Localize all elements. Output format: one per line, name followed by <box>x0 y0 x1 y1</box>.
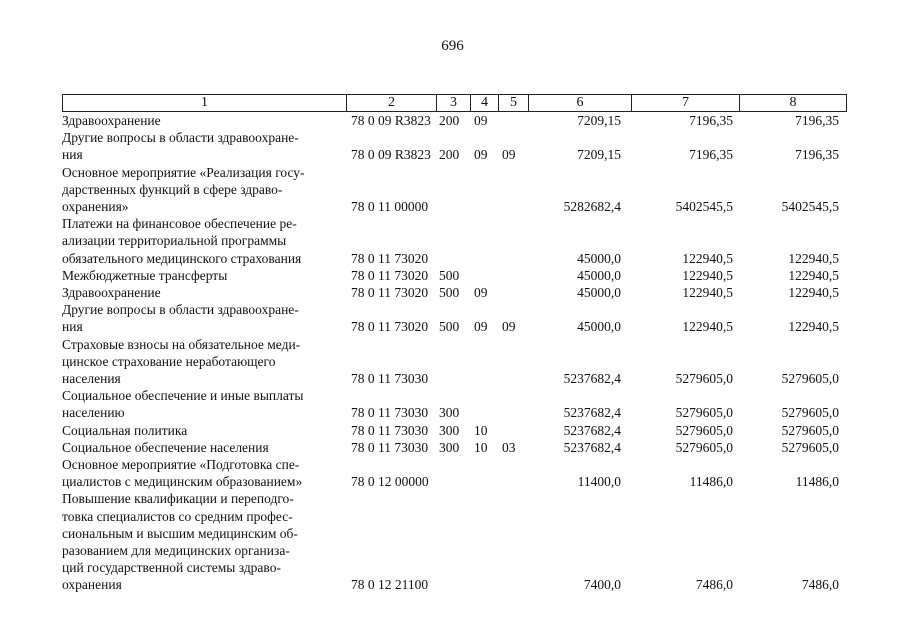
row-expense-type: 500 <box>439 267 460 283</box>
row-section: 09 <box>474 285 488 301</box>
row-expense-type: 500 <box>439 319 460 335</box>
row-csr-code: 78 0 09 R3823 <box>351 113 431 128</box>
row-name-line: ния <box>62 319 83 335</box>
table-row <box>62 422 845 439</box>
row-csr-code: 78 0 11 00000 <box>351 199 429 215</box>
row-name-line: товка специалистов со средним профес- <box>62 508 293 524</box>
row-name <box>62 112 346 129</box>
row-csr-code: 78 0 11 73030 <box>351 405 429 421</box>
header-col-5: 5 <box>499 95 529 111</box>
row-value-col8: 5279605,0 <box>781 405 839 421</box>
row-csr-code: 78 0 12 21100 <box>351 577 429 593</box>
row-name <box>62 284 346 301</box>
row-value-col7: 5279605,0 <box>675 422 733 438</box>
row-value-col7: 5279605,0 <box>675 405 733 421</box>
row-name <box>62 336 346 388</box>
row-name-line: Другие вопросы в области здравоохране- <box>62 302 299 318</box>
row-value-col7: 122940,5 <box>682 285 733 301</box>
row-value-col8: 5402545,5 <box>781 199 839 215</box>
row-value-col7: 7196,35 <box>689 147 733 163</box>
row-name <box>62 490 346 593</box>
row-name-line: Основное мероприятие «Реализация госу- <box>62 164 305 180</box>
header-col-1: 1 <box>63 95 347 111</box>
row-value-col8: 5279605,0 <box>781 371 839 387</box>
table-row <box>62 301 845 335</box>
table-row <box>62 387 845 421</box>
row-value-col7: 122940,5 <box>682 250 733 266</box>
row-name-line: Социальное обеспечение и иные выплаты <box>62 388 304 404</box>
row-value-col6: 7209,15 <box>577 113 621 128</box>
row-value-col8: 11486,0 <box>795 474 839 490</box>
row-name-line: Здравоохранение <box>62 285 161 301</box>
table-row <box>62 267 845 284</box>
row-value-col8: 7486,0 <box>801 577 839 593</box>
row-expense-type: 500 <box>439 285 460 301</box>
table-row <box>62 112 845 129</box>
row-csr-code: 78 0 09 R3823 <box>351 147 431 163</box>
row-value-col6: 45000,0 <box>577 319 621 335</box>
row-value-col7: 5279605,0 <box>675 371 733 387</box>
header-col-7: 7 <box>632 95 740 111</box>
row-name-line: Социальная политика <box>62 422 188 438</box>
row-value-col8: 7196,35 <box>795 147 839 163</box>
row-value-col6: 45000,0 <box>577 285 621 301</box>
row-csr-code: 78 0 11 73030 <box>351 439 429 455</box>
row-value-col8: 5279605,0 <box>781 439 839 455</box>
row-section: 09 <box>474 147 488 163</box>
row-value-col7: 122940,5 <box>682 319 733 335</box>
row-name-line: сиональным и высшим медицинским об- <box>62 525 298 541</box>
row-value-col7: 11486,0 <box>689 474 733 490</box>
row-name-line: ций государственной системы здраво- <box>62 560 281 576</box>
row-expense-type: 300 <box>439 422 460 438</box>
row-name <box>62 387 346 421</box>
row-subsection: 03 <box>502 439 516 455</box>
table-row <box>62 129 845 163</box>
header-col-3: 3 <box>437 95 471 111</box>
row-expense-type: 200 <box>439 147 460 163</box>
row-name <box>62 267 346 284</box>
table-row <box>62 215 845 267</box>
row-name-line: дарственных функций в сфере здраво- <box>62 181 283 197</box>
row-expense-type: 300 <box>439 439 460 455</box>
row-name-line: охранения» <box>62 199 129 215</box>
row-value-col6: 45000,0 <box>577 267 621 283</box>
row-csr-code: 78 0 11 73020 <box>351 267 429 283</box>
row-value-col7: 7196,35 <box>689 113 733 128</box>
row-value-col6: 7400,0 <box>583 577 621 593</box>
row-csr-code: 78 0 11 73020 <box>351 319 429 335</box>
row-csr-code: 78 0 11 73020 <box>351 250 429 266</box>
row-name <box>62 456 346 490</box>
header-col-6: 6 <box>529 95 632 111</box>
row-value-col6: 45000,0 <box>577 250 621 266</box>
row-expense-type: 200 <box>439 113 460 128</box>
row-name-line: обязательного медицинского страхования <box>62 250 302 266</box>
table-row <box>62 164 845 216</box>
row-value-col6: 5237682,4 <box>563 405 621 421</box>
table-header <box>62 94 847 112</box>
row-value-col6: 5237682,4 <box>563 439 621 455</box>
row-subsection: 09 <box>502 147 516 163</box>
row-section: 09 <box>474 319 488 335</box>
row-name-line: ния <box>62 147 83 163</box>
row-csr-code: 78 0 11 73030 <box>351 422 429 438</box>
row-value-col7: 5402545,5 <box>675 199 733 215</box>
row-name-line: Социальное обеспечение населения <box>62 439 269 455</box>
row-name-line: Здравоохранение <box>62 113 161 128</box>
row-name-line: Платежи на финансовое обеспечение ре- <box>62 216 297 232</box>
row-name <box>62 129 346 163</box>
table-row <box>62 336 845 388</box>
row-value-col8: 5279605,0 <box>781 422 839 438</box>
row-value-col6: 5282682,4 <box>563 199 621 215</box>
row-name <box>62 215 346 267</box>
table-row <box>62 490 845 593</box>
table-row <box>62 284 845 301</box>
row-name-line: охранения <box>62 577 122 593</box>
row-csr-code: 78 0 11 73020 <box>351 285 429 301</box>
header-col-8: 8 <box>789 95 797 110</box>
row-name-line: населению <box>62 405 125 421</box>
row-value-col8: 122940,5 <box>788 267 839 283</box>
header-col-2: 2 <box>347 95 437 111</box>
row-name-line: циалистов с медицинским образованием» <box>62 474 303 490</box>
row-csr-code: 78 0 12 00000 <box>351 474 429 490</box>
row-name-line: Межбюджетные трансферты <box>62 267 228 283</box>
row-value-col7: 7486,0 <box>695 577 733 593</box>
row-name <box>62 439 346 456</box>
row-value-col8: 122940,5 <box>788 319 839 335</box>
row-name-line: Страховые взносы на обязательное меди- <box>62 336 301 352</box>
row-name-line: Повышение квалификации и переподго- <box>62 491 294 507</box>
row-value-col6: 7209,15 <box>577 147 621 163</box>
row-value-col7: 122940,5 <box>682 267 733 283</box>
row-name-line: населения <box>62 371 121 387</box>
table-body <box>62 112 845 594</box>
row-value-col6: 5237682,4 <box>563 371 621 387</box>
row-value-col8: 7196,35 <box>795 113 839 128</box>
row-value-col6: 5237682,4 <box>563 422 621 438</box>
row-name-line: разованием для медицинских организа- <box>62 543 290 559</box>
row-name-line: ализации территориальной программы <box>62 233 287 249</box>
row-value-col7: 5279605,0 <box>675 439 733 455</box>
row-value-col8: 122940,5 <box>788 285 839 301</box>
row-name-line: Основное мероприятие «Подготовка спе- <box>62 457 300 473</box>
row-section: 09 <box>474 113 488 128</box>
table-row <box>62 439 845 456</box>
row-name <box>62 301 346 335</box>
row-value-col6: 11400,0 <box>577 474 621 490</box>
row-subsection: 09 <box>502 319 516 335</box>
row-expense-type: 300 <box>439 405 460 421</box>
page-number: 696 <box>441 38 464 54</box>
row-name-line: Другие вопросы в области здравоохране- <box>62 130 299 146</box>
row-csr-code: 78 0 11 73030 <box>351 371 429 387</box>
row-name-line: цинское страхование неработающего <box>62 353 276 369</box>
row-name <box>62 164 346 216</box>
row-section: 10 <box>474 439 488 455</box>
row-name <box>62 422 346 439</box>
table-row <box>62 456 845 490</box>
row-section: 10 <box>474 422 488 438</box>
header-col-4: 4 <box>471 95 499 111</box>
row-value-col8: 122940,5 <box>788 250 839 266</box>
